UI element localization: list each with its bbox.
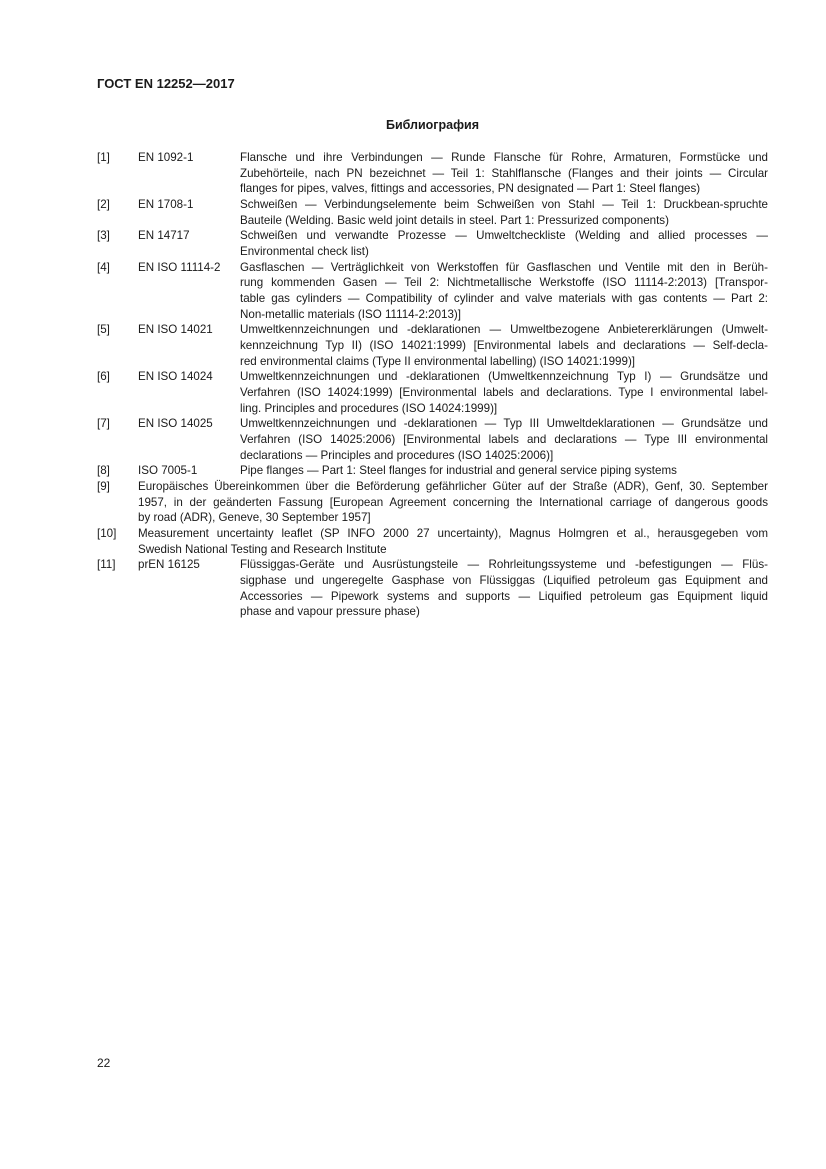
entry-index: [2] [97, 198, 110, 212]
entry-designation: EN ISO 14025 [138, 417, 213, 431]
entry-text [138, 479, 768, 526]
bibliography-entry [97, 526, 768, 557]
entry-line: Environmental check list) [240, 245, 369, 259]
entry-line: Pipe flanges — Part 1: Steel flanges for industrial and general service piping systems [240, 464, 677, 478]
entry-text [240, 260, 768, 323]
document-code: ГОСТ EN 12252—2017 [97, 76, 235, 91]
entry-line: ling. Principles and procedures (ISO 14024:1999)] [240, 401, 498, 415]
entry-text [240, 557, 768, 620]
entry-line: kennzeichnung Typ II) (ISO 14021:1999) [Environmental labels and declarations — Self-decla- [240, 339, 768, 353]
entry-text [240, 322, 768, 369]
entry-line: Flansche und ihre Verbindungen — Runde Flansche für Rohre, Armaturen, Formstücke und [240, 151, 768, 164]
entry-line: Gasflaschen — Verträglichkeit von Werkstoffen für Gasflaschen und Ventile mit den in Berüh- [240, 260, 768, 274]
entry-line: Verfahren (ISO 14025:2006) [Environmental labels and declarations — Type III environmental [240, 433, 768, 447]
entry-designation: prEN 16125 [138, 558, 200, 572]
bibliography-entry [97, 228, 768, 259]
entry-designation: EN ISO 11114-2 [138, 260, 221, 274]
entry-designation: ISO 7005-1 [138, 464, 198, 478]
entry-text [240, 150, 768, 197]
entry-line: Non-metallic materials (ISO 11114-2:2013)] [240, 307, 462, 321]
entry-index: [6] [97, 370, 110, 384]
entry-line: declarations — Principles and procedures (ISO 14025:2006)] [240, 448, 554, 462]
entry-index: [10] [97, 527, 117, 541]
entry-index: [4] [97, 260, 110, 274]
entry-line: Umweltkennzeichnungen und -deklarationen — Umweltbezogene Anbietererklärungen (Umwelt- [240, 323, 768, 337]
bibliography-entry [97, 369, 768, 416]
entry-line: phase and vapour pressure phase) [240, 605, 420, 619]
entry-text [240, 463, 768, 479]
entry-line: rung kommenden Gasen — Teil 2: Nichtmetallische Werkstoffe (ISO 11114-2:2013) [Transpor- [240, 276, 768, 290]
bibliography-entry [97, 416, 768, 463]
entry-text [240, 369, 768, 416]
entry-line: Schweißen — Verbindungselemente beim Schweißen von Stahl — Teil 1: Druckbean-spruchte [240, 198, 768, 212]
entry-index: [11] [97, 558, 116, 572]
entry-text [240, 228, 768, 259]
bibliography-entry [97, 463, 768, 479]
entry-line: Accessories — Pipework systems and supports — Liquified petroleum gas Equipment liquid [240, 589, 768, 603]
entry-line: Umweltkennzeichnungen und -deklarationen (Umweltkennzeichnung Typ I) — Grundsätze und [240, 370, 768, 384]
page-number: 22 [97, 1056, 111, 1070]
entry-line: table gas cylinders — Compatibility of cylinder and valve materials with gas contents — Part 2: [240, 292, 768, 306]
bibliography-entry [97, 557, 768, 620]
entry-line: sigphase und ungeregelte Gasphase von Flüssiggas (Liquified petroleum gas Equipment and [240, 574, 768, 588]
entry-line: Measurement uncertainty leaflet (SP INFO 2000 27 uncertainty), Magnus Holmgren et al., herausgegeben vom [138, 527, 768, 541]
entry-designation: EN 1708-1 [138, 198, 194, 212]
entry-index: [7] [97, 417, 110, 431]
entry-index: [9] [97, 480, 110, 494]
bibliography-title: Библиография [385, 118, 480, 132]
entry-index: [8] [97, 464, 110, 478]
entry-designation: EN 14717 [138, 229, 190, 243]
entry-line: 1957, in der geänderten Fassung [European Agreement concerning the International carriage of dangerous goods [138, 495, 768, 509]
entry-designation: EN 1092-1 [138, 151, 194, 164]
bibliography-list [97, 150, 768, 620]
entry-text [138, 526, 768, 557]
entry-line: Umweltkennzeichnungen und -deklarationen — Typ III Umweltdeklarationen — Grundsätze und [240, 417, 768, 431]
entry-line: Verfahren (ISO 14024:1999) [Environmental labels and declarations. Type I environmental label- [240, 386, 768, 400]
entry-text [240, 197, 768, 228]
bibliography-entry [97, 150, 768, 197]
entry-line: Swedish National Testing and Research Institute [138, 542, 387, 556]
entry-line: by road (ADR), Geneve, 30 September 1957] [138, 511, 371, 525]
entry-text [240, 416, 768, 463]
bibliography-entry [97, 479, 768, 526]
entry-index: [3] [97, 229, 110, 243]
entry-line: Europäisches Übereinkommen über die Beförderung gefährlicher Güter auf der Straße (ADR), Genf, 30. September [138, 480, 768, 494]
bibliography-entry [97, 260, 768, 323]
entry-index: [5] [97, 323, 110, 337]
entry-line: Schweißen und verwandte Prozesse — Umweltcheckliste (Welding and allied processes — [240, 229, 768, 243]
bibliography-entry [97, 197, 768, 228]
entry-line: Zubehörteile, nach PN bezeichnet — Teil 1: Stahlflansche (Flanges and their joints — Circular [240, 166, 768, 180]
bibliography-entry [97, 322, 768, 369]
entry-line: flanges for pipes, valves, fittings and accessories, PN designated — Part 1: Steel flanges) [240, 182, 701, 196]
entry-designation: EN ISO 14024 [138, 370, 213, 384]
entry-index: [1] [97, 151, 110, 164]
entry-line: red environmental claims (Type II environmental labelling) (ISO 14021:1999)] [240, 354, 636, 368]
entry-line: Flüssiggas-Geräte und Ausrüstungsteile — Rohrleitungssysteme und -befestigungen — Flüs- [240, 558, 768, 572]
entry-line: Bauteile (Welding. Basic weld joint details in steel. Part 1: Pressurized components) [240, 213, 669, 227]
entry-designation: EN ISO 14021 [138, 323, 213, 337]
